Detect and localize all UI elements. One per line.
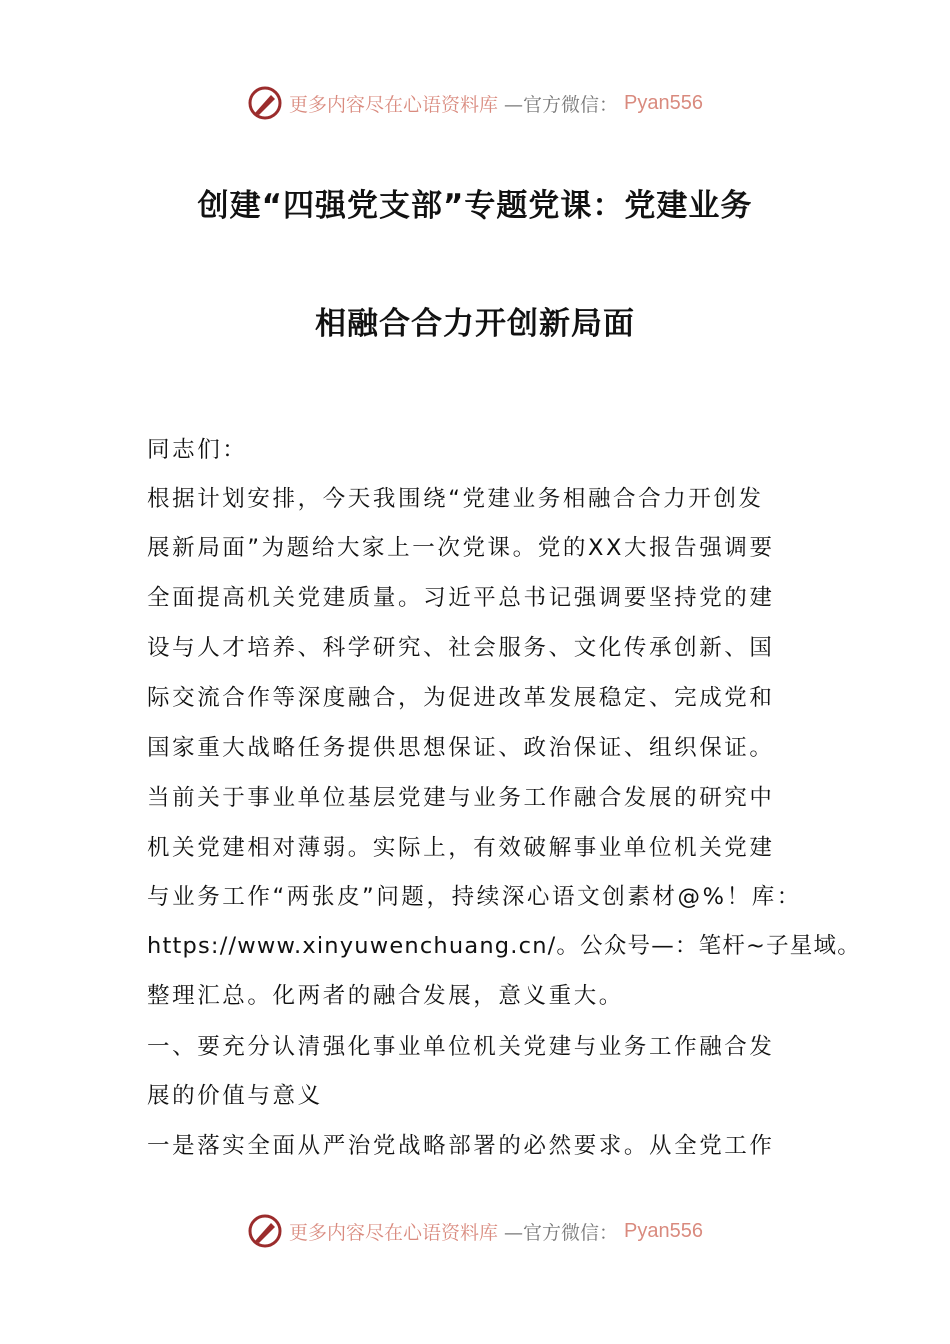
pen-logo-icon: [247, 85, 283, 121]
banner-label: —官方微信：: [504, 93, 619, 116]
body-line: 一、要充分认清强化事业单位机关党建与业务工作融合发: [147, 1034, 775, 1060]
body-line: 际交流合作等深度融合，为促进改革发展稳定、完成党和: [147, 685, 775, 711]
body-line: 展的价值与意义: [147, 1083, 323, 1109]
body-line: 根据计划安排，今天我围绕“党建业务相融合合力开创发: [147, 486, 764, 512]
doc-title-line2: 相融合合力开创新局面: [315, 306, 635, 342]
body-line: 全面提高机关党建质量。习近平总书记强调要坚持党的建: [147, 585, 775, 611]
body-line: 同志们：: [147, 437, 248, 463]
banner-label: —官方微信：: [504, 1221, 619, 1244]
body-line: 与业务工作“两张皮”问题，持续深心语文创素材@%！库：: [147, 884, 802, 910]
pen-logo-icon: [247, 1213, 283, 1249]
body-line: 国家重大战略任务提供思想保证、政治保证、组织保证。: [147, 735, 775, 761]
body-line: 整理汇总。化两者的融合发展，意义重大。: [147, 983, 624, 1009]
banner-site: 更多内容尽在心语资料库: [289, 93, 499, 116]
banner-site: 更多内容尽在心语资料库: [289, 1221, 499, 1244]
doc-title-line1: 创建“四强党支部”专题党课：党建业务: [197, 188, 753, 224]
banner-wechat: Pyan556: [624, 1219, 703, 1242]
footer-banner: [0, 1211, 950, 1251]
header-banner: [0, 83, 950, 123]
banner-wechat: Pyan556: [624, 91, 703, 114]
body-line: https://www.xinyuwenchuang.cn/。公众号—：笔杆~子星域。: [147, 933, 861, 959]
body-line: 一是落实全面从严治党战略部署的必然要求。从全党工作: [147, 1133, 775, 1159]
body-line: 当前关于事业单位基层党建与业务工作融合发展的研究中: [147, 785, 775, 811]
body-line: 设与人才培养、科学研究、社会服务、文化传承创新、国: [147, 635, 775, 661]
body-line: 机关党建相对薄弱。实际上，有效破解事业单位机关党建: [147, 835, 775, 861]
body-line: 展新局面”为题给大家上一次党课。党的XX大报告强调要: [147, 535, 775, 561]
